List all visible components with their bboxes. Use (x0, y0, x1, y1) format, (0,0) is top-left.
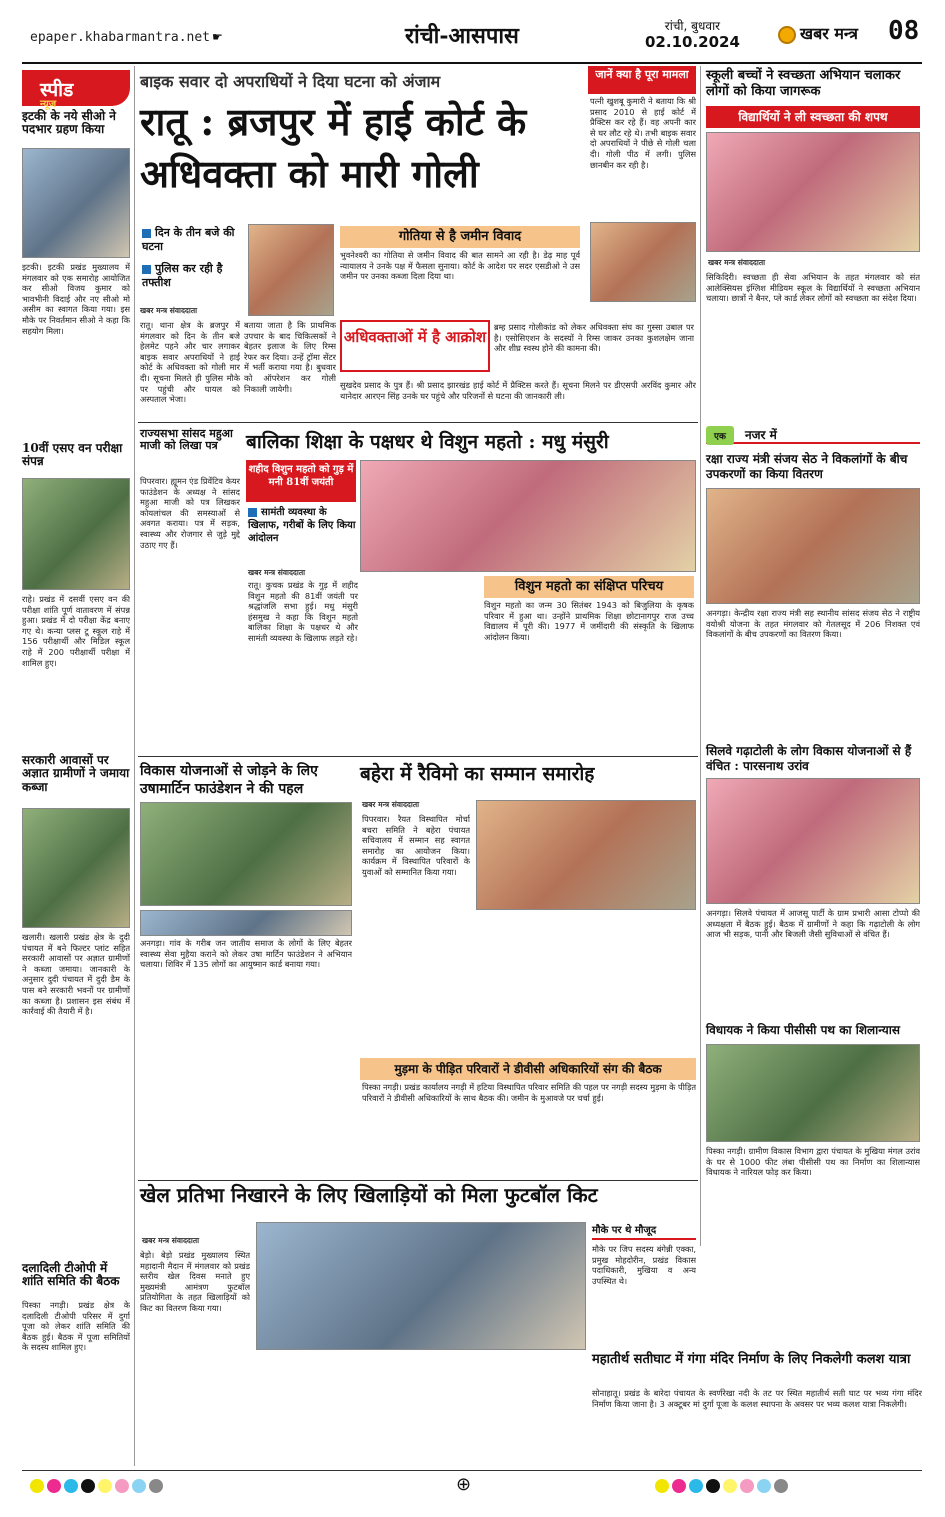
lead-body: रातू। थाना क्षेत्र के ब्रजपुर में मंगलवार को दिन के तीन बजे हेलमेट पहने और चार लगाकर बाइक सवार अपराधियों ने हाई कोर्ट के अधिवक्ता को गोली मार दी। सूचना मिलते ही पुलिस मौके पर पहुंची और घायल को अस्पताल भेजा। (140, 320, 240, 405)
swachhata-sub: विद्यार्थियों ने ली स्वच्छता की शपथ (706, 106, 920, 128)
adhivakta-head: अधिवक्ताओं में है आक्रोश (340, 320, 490, 372)
mahua-body: पिपरवार। ह्यूमन एंड प्रिवेंटिव केयर फाउंडेशन के अध्यक्ष ने सांसद महुआ माजी को पत्र लिखकर कोयलांचल की समस्याओं से अवगत कराया। पत्र में सड़क, स्वास्थ्य और रोजगार से जुड़े मुद्दे उठाए गए हैं। (140, 476, 240, 550)
khel-bureau: खबर मन्त्र संवाददाता (142, 1236, 200, 1245)
swachhata-headline: स्कूली बच्चों ने स्वच्छता अभियान चलाकर लोगों को किया जागरूक (706, 68, 901, 99)
page-number: 08 (888, 16, 920, 46)
rivimo-bureau: खबर मन्त्र संवाददाता (362, 800, 420, 809)
usha-body: अनगड़ा। गांव के गरीब जन जातीय समाज के लोगों के लिए बेहतर स्वास्थ्य सेवा मुहैया कराने को लेकर उषा मार्टिन फाउंडेशन ने अभियान चलाया। शिविर में 135 लोगों का आयुष्मान कार्ड बनाया गया। (140, 938, 352, 970)
dalandi-body: पिस्का नगड़ी। प्रखंड क्षेत्र के दलादिली टीओपी परिसर में दुर्गा पूजा को लेकर शांति समिति की बैठक हुई। बैठक में पूजा समितियों के सदस्य शामिल हुए। (22, 1300, 130, 1353)
brand-name: खबर मन्त्र (800, 24, 858, 43)
sarkari-headline: सरकारी आवासों पर अज्ञात ग्रामीणों ने जमाया कब्जा (22, 753, 130, 794)
vishun-headline: बालिका शिक्षा के पक्षधर थे विशुन महतो : मधु मंसुरी (246, 431, 609, 453)
gotiya-body: भुवनेश्वरी का गोतिया से जमीन विवाद की बात सामने आ रही है। डेढ़ माह पूर्व न्यायालय ने उनके पक्ष में फैसला सुनाया। कोर्ट के आदेश पर सदर एसडीओ ने उस जमीन पर उनका कब्जा दिला दिया था। (340, 250, 580, 282)
nazar-bar (706, 424, 920, 444)
khel-body: बेड़ो। बेड़ो प्रखंड मुख्यालय स्थित महादानी मैदान में मंगलवार को प्रखंड स्तरीय खेल दिवस मनाते हुए मुख्यमंत्री आमंत्रण फुटबॉल प्रतियोगिता के तहत खिलाड़ियों को किट का वितरण किया गया। (140, 1250, 250, 1313)
lead-point-2: पुलिस कर रही है तफ्तीश (142, 262, 223, 289)
lead-body-2: बताया जाता है कि प्राथमिक उपचार के बाद चिकित्सकों ने बेहतर इलाज के लिए रिम्स रेफर कर दिया। उन्हें ट्रॉमा सेंटर में भर्ती कराया गया है। बुधवार को ऑपरेशन कर गोली निकाली जायेगी। (244, 320, 336, 394)
itki-body: इटकी। इटकी प्रखंड मुख्यालय में मंगलवार को एक समारोह आयोजित कर सीओ विजय कुमार को भावभीनी विदाई और नए सीओ मो असीम का स्वागत किया गया। इस मौके पर निवर्तमान सीओ ने कहा कि सहयोग मिला। (22, 262, 130, 336)
silve-photo (706, 778, 920, 904)
brand (778, 22, 858, 44)
itki-headline: इटकी के नये सीओ ने पदभार ग्रहण किया (22, 109, 116, 137)
lead-portrait (248, 224, 334, 316)
bullet-icon (248, 508, 257, 517)
mandir-body: सोनाहातू। प्रखंड के बारेदा पंचायत के स्वर्णरेखा नदी के तट पर स्थित महातीर्थ सती घाट पर भव्य गंगा मंदिर निर्माण किया जाना है। 3 अक्टूबर मां दुर्गा पूजा के कलश स्थापना के अवसर पर भव्य कलश यात्रा निकलेगी। (592, 1388, 922, 1409)
lead-bureau: खबर मन्त्र संवाददाता (140, 306, 198, 315)
exam-body: राहे। प्रखंड में दसवीं एसए वन की परीक्षा शांति पूर्ण वातावरण में संपन्न हुआ। प्रखंड में दो परीक्षा केंद्र बनाए गए थे। कन्या प्लस टू स्कूल राहे में 156 परीक्षार्थी और मिडिल स्कूल राहे में 200 परीक्षार्थी परीक्षा में शामिल हुए। (22, 594, 130, 668)
pcc-headline: विधायक ने किया पीसीसी पथ का शिलान्यास (706, 1023, 900, 1037)
silve-headline: सिलवे गढ़ाटोली के लोग विकास योजनाओं से हैं वंचित : पारसनाथ उरांव (706, 744, 912, 773)
viklang-headline: रक्षा राज्य मंत्री संजय सेठ ने विकलांगों के बीच उपकरणों का किया वितरण (706, 452, 908, 481)
rivimo-photo (476, 800, 696, 910)
swachhata-body: सिकिदिरी। स्वच्छता ही सेवा अभियान के तहत मंगलवार को संत आलेक्सियस इंग्लिश मीडियम स्कूल के विद्यार्थियों ने स्वच्छता अभियान चलाया। छात्रों ने बैनर, प्ले कार्ड लेकर लोगों को स्वच्छता का संदेश दिया। (706, 272, 920, 304)
bullet-icon (142, 265, 151, 274)
date-label: 02.10.2024 (645, 33, 740, 51)
vishun-point: सामंती व्यवस्था के खिलाफ, गरीबों के लिए किया आंदोलन (248, 507, 356, 544)
swachhata-bureau: खबर मन्त्र संवाददाता (708, 258, 766, 267)
sarkari-body: खलारी। खलारी प्रखंड क्षेत्र के दुदी पंचायत में बने फिल्टर प्लांट सहित सरकारी आवासों पर अज्ञात ग्रामीणों ने कब्जा जमाया। जानकारी के अनुसार दुदी पंचायत में दुदी डैम के पास बने सरकारी भवनों पर ग्रामीणों का कब्जा है। प्रशासन इस संबंध में कार्रवाई की तैयारी में है। (22, 932, 130, 1017)
registration-marks-right (655, 1478, 791, 1494)
rivimo-body: पिपरवार। रैयत विस्थापित मोर्चा बचरा समिति ने बहेरा पंचायत सचिवालय में सम्मान सह स्वागत समारोह का आयोजन किया। कार्यक्रम में विस्थापित परिवारों के युवाओं को सम्मानित किया गया। (362, 814, 470, 877)
crosshair-icon: ⊕ (456, 1474, 472, 1495)
janiye-body: पत्नी खुशबू कुमारी ने बताया कि श्री प्रसाद 2010 से हाई कोर्ट में प्रैक्टिस कर रहे हैं। वह अपनी कार से घर लौट रहे थे। तभी बाइक सवार दो अपराधियों ने पीछे से गोली चला दी। गोली पीठ में लगी। पुलिस छानबीन कर रही है। (590, 96, 696, 170)
vishun-parichay: विशुन महतो का जन्म 30 सितंबर 1943 को बिजुलिया के कृषक परिवार में हुआ था। उन्होंने प्राथमिक शिक्षा छोटानागपुर राज उच्च विद्यालय में पूरी की। 1977 में जमींदारी की संस्कृति के खिलाफ आंदोलन किया। (484, 600, 694, 642)
mudma-body: पिस्का नगड़ी। प्रखंड कार्यालय नगड़ी में हटिया विस्थापित परिवार समिति की पहल पर नगड़ी सदस्य मुड़मा के पीड़ित परिवारों ने डीवीसी अधिकारियों के साथ बैठक की। जमीन के मुआवजे पर चर्चा हुई। (362, 1082, 696, 1103)
dateline (645, 18, 740, 50)
gotiya-head: गोतिया से है जमीन विवाद (340, 226, 580, 248)
registration-marks-left (30, 1478, 166, 1494)
swachhata-photo (706, 132, 920, 252)
janiye-head: जानें क्या है पूरा मामला (588, 66, 696, 94)
exam-headline: 10वीं एसए वन परीक्षा संपन्न (22, 441, 123, 469)
lead-headline: रातू : ब्रजपुर में हाई कोर्ट के अधिवक्ता को मारी गोली (140, 99, 527, 196)
viklang-body: अनगड़ा। केन्द्रीय रक्षा राज्य मंत्री सह स्थानीय सांसद संजय सेठ ने राष्ट्रीय वयोश्री योजना के तहत मंगलवार को गेतलसूद में 206 निशक्त एवं विकलांगों के बीच उपकरणों का वितरण किया। (706, 608, 920, 640)
khel-photo (256, 1222, 586, 1350)
vishun-photo (360, 460, 696, 572)
masthead (0, 0, 945, 66)
nazar-ek: एक (706, 426, 734, 445)
pcc-photo (706, 1044, 920, 1142)
khel-mauke-head: मौके पर थे मौजूद (592, 1222, 696, 1240)
bullet-icon (142, 229, 151, 238)
usha-photo-1 (140, 802, 352, 906)
exam-photo (22, 478, 130, 590)
pcc-body: पिस्का नगड़ी। ग्रामीण विकास विभाग द्वारा पंचायत के मुखिया मंगल उरांव के घर से 1000 फीट लंबा पीसीसी पथ का निर्माण का शिलान्यास विधायक ने नारियल फोड़ कर किया। (706, 1146, 920, 1178)
khel-headline: खेल प्रतिभा निखारने के लिए खिलाड़ियों को मिला फुटबॉल किट (140, 1183, 598, 1207)
lead-kicker: बाइक सवार दो अपराधियों ने दिया घटना को अंजाम (140, 72, 441, 91)
mahua-headline: राज्यसभा सांसद महुआ माजी को लिखा पत्र (140, 427, 233, 453)
itki-photo (22, 148, 130, 258)
adhivakta-body: ब्रम्ह प्रसाद गोलीकांड को लेकर अधिवक्ता संघ का गुस्सा उबाल पर है। एसोसिएशन के सदस्यों ने रिम्स जाकर उनका कुशलक्षेम जाना और शीघ्र स्वस्थ होने की कामना की। (494, 322, 694, 354)
vishun-parichay-head: विशुन महतो का संक्षिप्त परिचय (484, 576, 694, 598)
cursor-icon: ☛ (212, 30, 223, 44)
nazar-label: नजर में (744, 428, 777, 442)
edition-title: रांची-आसपास (405, 23, 519, 49)
day-label: रांची, बुधवार (664, 19, 721, 33)
vishun-sub: शहीद विशुन महतो को गुड़ में मनी 81वीं जयंती (246, 460, 356, 502)
silve-body: अनगड़ा। सिलवे पंचायत में आजसू पार्टी के ग्राम प्रभारी आसा टोप्पो की अध्यक्षता में बैठक हुई। बैठक में ग्रामीणों ने कहा कि गढ़ाटोली के लोग आज भी सड़क, पानी और बिजली जैसी सुविधाओं से वंचित हैं। (706, 908, 920, 940)
mudma-headline: मुड़मा के पीड़ित परिवारों ने डीवीसी अधिकारियों संग की बैठक (360, 1058, 696, 1080)
dalandi-headline: दलादिली टीओपी में शांति समिति की बैठक (22, 1261, 120, 1289)
brand-logo-icon (778, 26, 796, 44)
mandir-headline: महातीर्थ सतीघाट में गंगा मंदिर निर्माण के लिए निकलेगी कलश यात्रा (592, 1352, 911, 1367)
lead-body-3: सुखदेव प्रसाद के पुत्र हैं। श्री प्रसाद झारखंड हाई कोर्ट में प्रैक्टिस करते हैं। सूचना मिलने पर डीएसपी अरविंद कुमार और थानेदार आरएन सिंह उनके घर पहुंचे और परिजनों से घटना की जानकारी ली। (340, 380, 696, 401)
khel-mauke: मौके पर जिप सदस्य बंगेन्नी एक्का, प्रमुख मोहदोरीन, प्रखंड विकास पदाधिकारी, मुखिया व अन्य उपस्थित थे। (592, 1244, 696, 1286)
usha-headline: विकास योजनाओं से जोड़ने के लिए उषामार्टिन फाउंडेशन ने की पहल (140, 763, 318, 797)
rivimo-headline: बहेरा में रैविमो का सम्मान समारोह (360, 763, 595, 785)
janiye-photo (590, 222, 696, 302)
vishun-body: रातू। कुचक प्रखंड के गुड़ में शहीद विशुन महतो की 81वीं जयंती पर श्रद्धांजलि सभा हुई। मधु मंसुरी हंसमुख ने कहा कि विशुन महतो बालिका शिक्षा के पक्षधर थे और सामंती व्यवस्था के खिलाफ लड़ते रहे। (248, 580, 358, 643)
viklang-photo (706, 488, 920, 604)
usha-photo-2 (140, 910, 352, 936)
lead-point-1: दिन के तीन बजे की घटना (142, 226, 235, 253)
speed-news-badge: स्पीड न्यूज (22, 70, 130, 106)
vishun-bureau: खबर मन्त्र संवाददाता (248, 568, 306, 577)
sarkari-photo (22, 808, 130, 928)
site-url[interactable]: epaper.khabarmantra.net (30, 30, 211, 45)
